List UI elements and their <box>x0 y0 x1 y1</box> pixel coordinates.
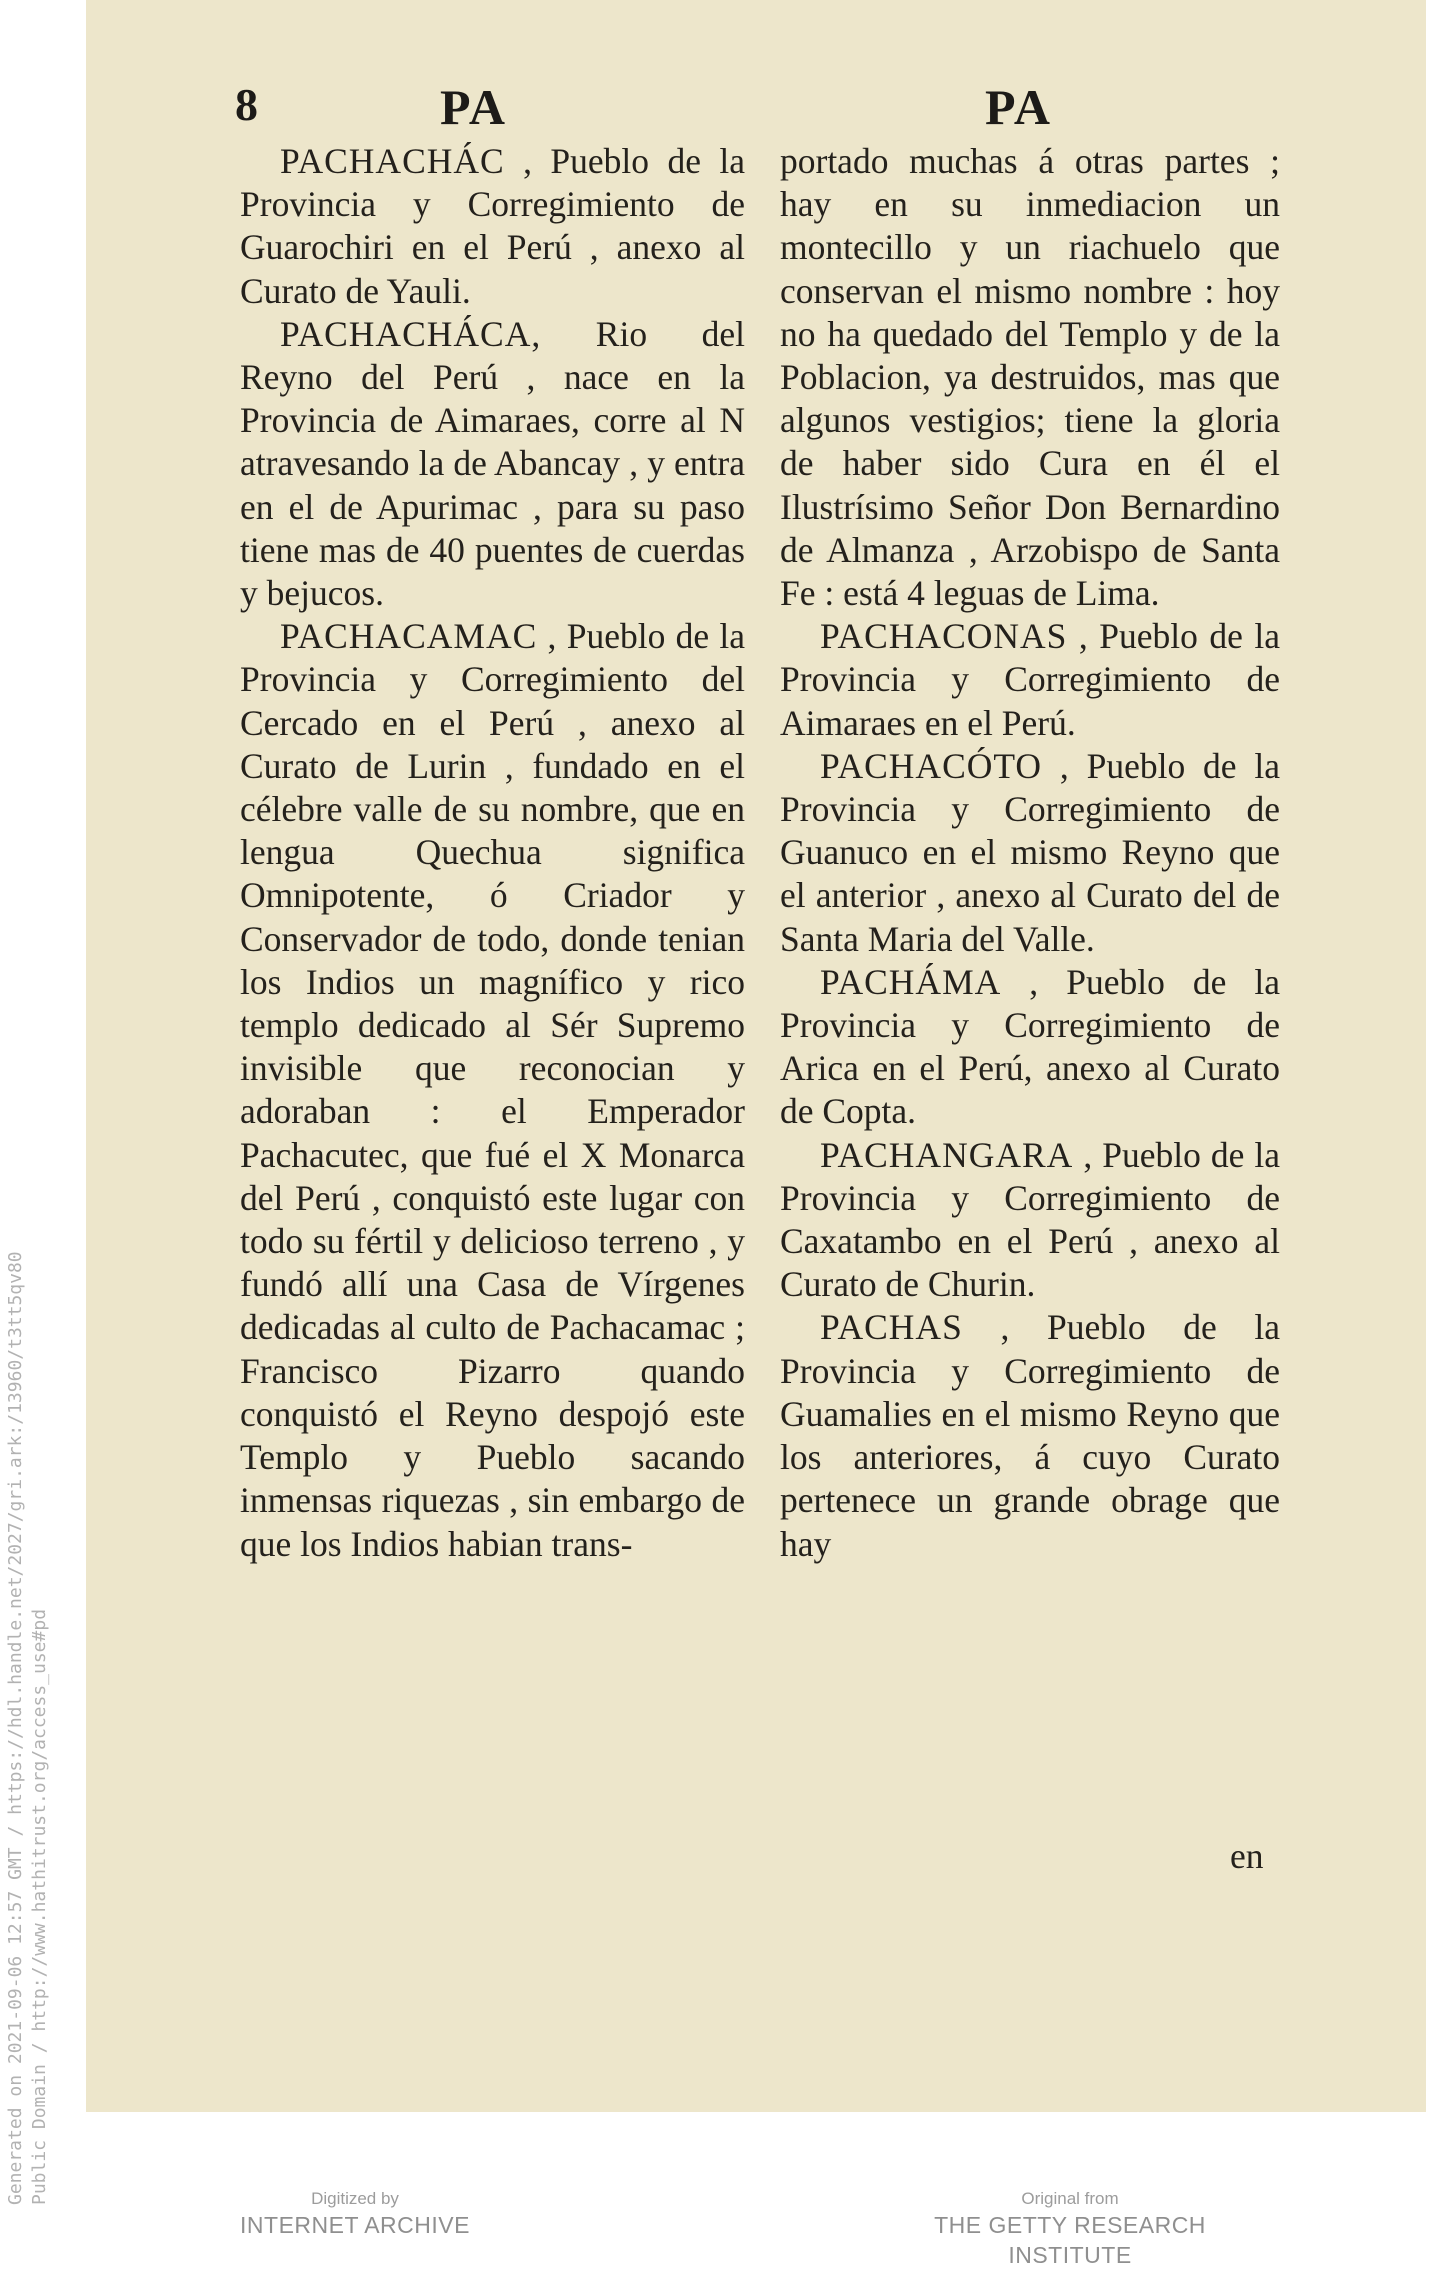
dictionary-entry <box>780 615 1280 745</box>
entry-text: , Pueblo de la Provincia y Corregimiento de Caxatambo en el Perú , anexo al Curato de Churin. <box>780 1134 1280 1305</box>
entry-headword: PACHACHÁC <box>280 141 505 181</box>
dictionary-entry <box>240 313 745 615</box>
digitized-by-credit <box>240 2188 470 2240</box>
page-header <box>0 78 1429 138</box>
dictionary-entry <box>780 1306 1280 1565</box>
dictionary-entry <box>780 745 1280 961</box>
entry-text: , Pueblo de la Provincia y Corregimiento de Guarochiri en el Perú , anexo al Curato de Yauli. <box>240 141 745 311</box>
entry-headword: PACHACÓTO <box>820 745 1043 786</box>
dictionary-entry <box>780 1134 1280 1307</box>
entry-headword: PACHÁMA <box>820 961 1002 1002</box>
entry-headword: PACHACONAS <box>820 616 1068 657</box>
entry-text: Rio del Reyno del Perú , nace en la Provincia de Aimaraes, corre al N atravesando la de Abancay , y entra en el de Apurimac , para su paso tiene mas de 40 puentes de cuerdas y bejucos. <box>240 313 745 614</box>
entry-text: , Pueblo de la Provincia y Corregimiento de Guanuco en el mismo Reyno que el anterior , anexo al Curato del de Santa Maria del Valle. <box>780 745 1280 959</box>
dictionary-entry <box>780 961 1280 1134</box>
entry-text: , Pueblo de la Provincia y Corregimiento de Aimaraes en el Perú. <box>780 616 1280 743</box>
hathitrust-generation-stamp <box>4 1251 52 2205</box>
running-head-left: PA <box>440 79 507 135</box>
dictionary-entry <box>240 615 745 1565</box>
entry-headword: PACHACHÁCA, <box>280 313 542 354</box>
entry-headword: PACHANGARA <box>820 1134 1074 1175</box>
entry-text: , Pueblo de la Provincia y Corregimiento del Cercado en el Perú , anexo al Curato de Lurin , fundado en el célebre valle de su nombre, que en lengua Quechua significa Omnipotente, ó Criador y Conservador de todo, donde tenian los Indios un magnífico y rico templo dedicado al Sér Supremo invisible que reconocian y adoraban : el Emperador Pachacutec, que fué el X Monarca del Perú , conquistó este lugar con todo su fértil y delicioso terreno , y fundó allí una Casa de Vírgenes dedicadas al culto de Pachacamac ; Francisco Pizarro quando conquistó el Reyno despojó este Templo y Pueblo sacando inmensas riquezas , sin embargo de que los Indios habian trans- <box>240 616 745 1564</box>
entry-text: , Pueblo de la Provincia y Corregimiento de Arica en el Perú, anexo al Curato de Copta. <box>780 961 1280 1132</box>
running-head-right: PA <box>985 79 1052 135</box>
entry-text: , Pueblo de la Provincia y Corregimiento de Guamalies en el mismo Reyno que los anteriores, á cuyo Curato pertenece un grande obrage que hay <box>780 1307 1280 1564</box>
getty-institute-label: THE GETTY RESEARCH INSTITUTE <box>934 2212 1206 2268</box>
original-from-credit <box>880 2188 1260 2270</box>
right-column <box>780 140 1280 1566</box>
entry-headword: PACHACAMAC <box>280 616 538 657</box>
original-from-label: Original from <box>1021 2189 1119 2208</box>
entry-headword: PACHAS <box>820 1307 963 1348</box>
page-number: 8 <box>235 79 258 130</box>
entry-continuation: portado muchas á otras partes ; hay en su inmediacion un montecillo y un riachuelo que conservan el mismo nombre : hoy no ha quedado del Templo y de la Poblacion, ya destruidos, mas que algunos vestigios; tiene la gloria de haber sido Cura en él el Ilustrísimo Señor Don Bernardino de Almanza , Arzobispo de Santa Fe : está 4 leguas de Lima. <box>780 141 1280 614</box>
left-column <box>240 140 745 1566</box>
digitized-by-label: Digitized by <box>311 2189 399 2208</box>
stamp-line-2: Public Domain / http://www.hathitrust.org/access_use#pd <box>29 1608 50 2205</box>
dictionary-entry <box>240 140 745 313</box>
stamp-line-1: Generated on 2021-09-06 12:57 GMT / https://hdl.handle.net/2027/gri.ark:/13960/t3tt5qv80 <box>5 1251 26 2205</box>
catchword: en <box>1230 1836 1264 1876</box>
internet-archive-label: INTERNET ARCHIVE <box>240 2212 470 2238</box>
